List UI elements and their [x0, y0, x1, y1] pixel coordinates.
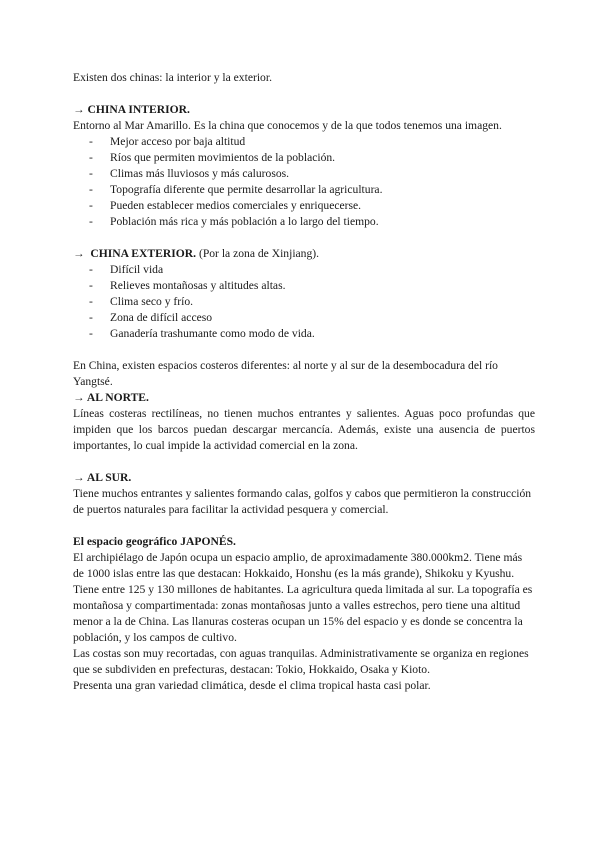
north-title: AL NORTE. [86, 391, 149, 404]
coasts-intro-text: En China, existen espacios costeros diferentes: al norte y al sur de la desembocadura del río Yangtsé. [73, 359, 498, 388]
south-text: Tiene muchos entrantes y salientes formando calas, golfos y cabos que permitieron la construcción de puertos naturales para facilitar la actividad pesquera y comercial. [73, 487, 532, 516]
list-item: - Clima seco y frío. [89, 294, 535, 310]
arrow-icon: → [73, 391, 85, 404]
japan-paragraph: Presenta una gran variedad climática, desde el clima tropical hasta casi polar. [73, 679, 431, 692]
list-item: - Zona de difícil acceso [89, 310, 535, 326]
china-exterior-heading [73, 246, 535, 262]
list-item: - Mejor acceso por baja altitud [89, 134, 535, 150]
list-item: - Relieves montañosas y altitudes altas. [89, 278, 535, 294]
china-exterior-note: (Por la zona de Xinjiang). [198, 247, 320, 260]
china-interior-heading [73, 102, 535, 118]
list-item: - Climas más lluviosos y más calurosos. [89, 166, 535, 182]
list-item: - Ganadería trashumante como modo de vida. [89, 326, 535, 342]
south-heading [73, 470, 535, 486]
list-item: - Topografía diferente que permite desarrollar la agricultura. [89, 182, 535, 198]
japan-paragraph: El archipiélago de Japón ocupa un espacio amplio, de aproximadamente 380.000km2. Tiene más de 1000 islas entre las que destacan: Hokkaido, Honshu (es la más grande), Shikoku y Kyushu. [73, 551, 523, 580]
china-exterior-list [73, 262, 535, 342]
list-item: - Difícil vida [89, 262, 535, 278]
intro-text: Existen dos chinas: la interior y la exterior. [73, 71, 272, 84]
arrow-icon: → [73, 247, 85, 260]
china-interior-title: CHINA INTERIOR. [87, 103, 190, 116]
japan-paragraph: Las costas son muy recortadas, con aguas tranquilas. Administrativamente se organiza en regiones que se subdividen en prefecturas, destacan: Tokio, Hokkaido, Osaka y Kioto. [73, 647, 529, 676]
china-interior-description: Entorno al Mar Amarillo. Es la china que conocemos y de la que todos tenemos una imagen. [73, 119, 502, 132]
china-interior-list [73, 134, 535, 230]
japan-paragraph: Tiene entre 125 y 130 millones de habitantes. La agricultura queda limitada al sur. La topografía es montañosa y compartimentada: zonas montañosas junto a valles estrechos, pero tiene una altitud menor a la de China. Las llanuras costeras ocupan un 15% del espacio y es donde se concentra la población, y los campos de cultivo. [73, 583, 533, 644]
arrow-icon: → [73, 471, 85, 484]
list-item: - Población más rica y más población a lo largo del tiempo. [89, 214, 535, 230]
north-text: Líneas costeras rectilíneas, no tienen muchos entrantes y salientes. Aguas poco profundas que impiden que los barcos puedan descargar mercancía. Además, existe una ausencia de puertos importantes, lo cual impide la actividad comercial en la zona. [73, 407, 535, 452]
list-item: - Pueden establecer medios comerciales y enriquecerse. [89, 198, 535, 214]
list-item: - Ríos que permiten movimientos de la población. [89, 150, 535, 166]
china-exterior-title: CHINA EXTERIOR. [90, 247, 197, 260]
north-heading [73, 390, 535, 406]
arrow-icon: → [73, 103, 85, 116]
japan-heading: El espacio geográfico JAPONÉS. [73, 535, 236, 548]
south-title: AL SUR. [86, 471, 132, 484]
document-body [73, 70, 535, 694]
